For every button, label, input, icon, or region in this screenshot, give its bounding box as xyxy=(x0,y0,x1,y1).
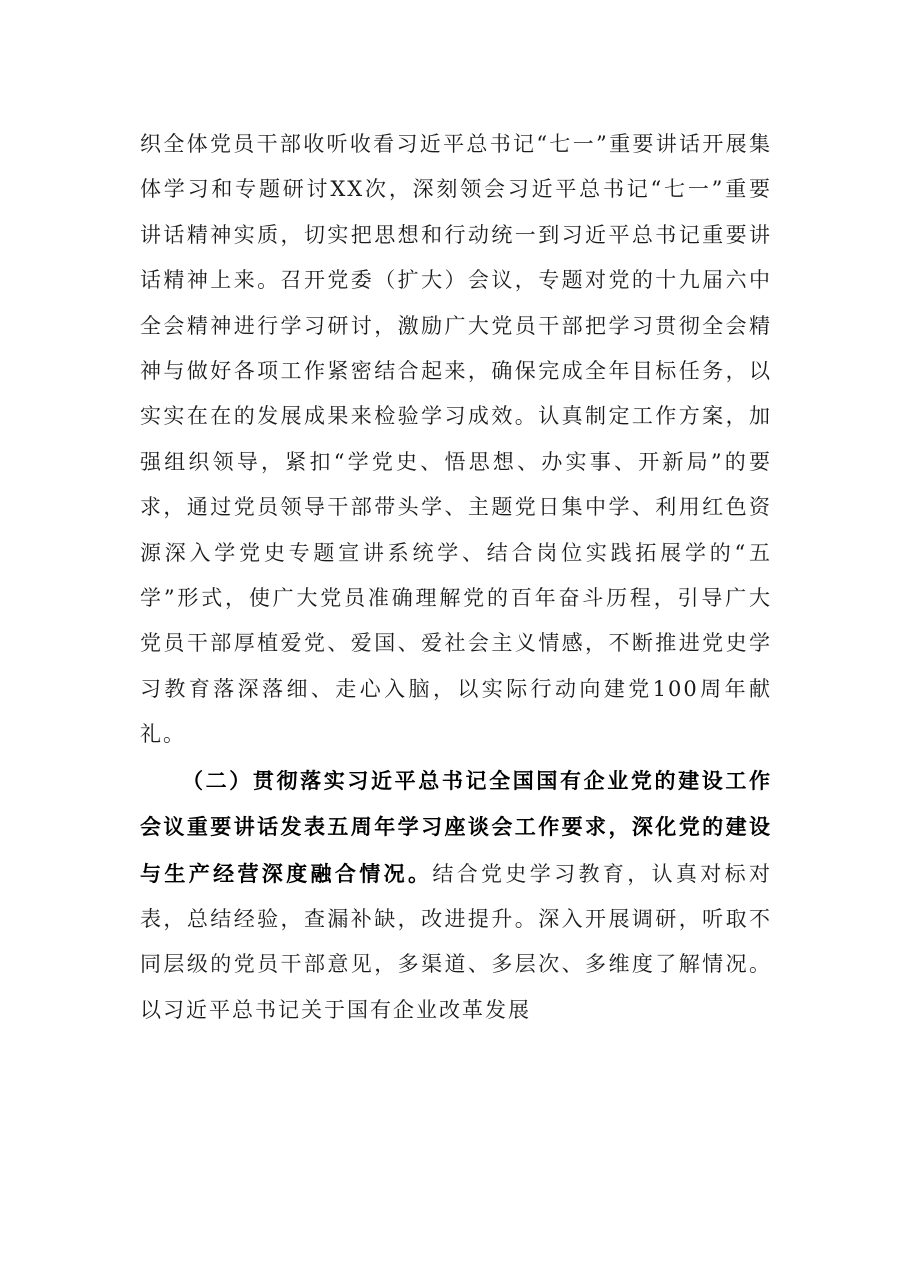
paragraph-section-two xyxy=(140,758,772,1033)
section-body-text: 结合党史学习教育，认真对标对表，总结经验，查漏补缺，改进提升。深入开展调研，听取不同层级的党员干部意见，多渠道、多层次、多维度了解情况。以习近平总书记关于国有企业改革发展 xyxy=(140,861,773,1022)
section-heading: （二）贯彻落实习近平总书记全国国有企业党的建设工作会议重要讲话发表五周年学习座谈会工作要求，深化党的建设与生产经营深度融合情况。 xyxy=(140,767,772,886)
paragraph-continuation: 织全体党员干部收听收看习近平总书记“七一”重要讲话开展集体学习和专题研讨XX次，深刻领会习近平总书记“七一”重要讲话精神实质，切实把思想和行动统一到习近平总书记重要讲话精神上来。召开党委（扩大）会议，专题对党的十九届六中全会精神进行学习研讨，激励广大党员干部把学习贯彻全会精神与做好各项工作紧密结合起来，确保完成全年目标任务，以实实在在的发展成果来检验学习成效。认真制定工作方案，加强组织领导，紧扣“学党史、悟思想、办实事、开新局”的要求，通过党员领导干部带头学、主题党日集中学、利用红色资源深入学党史专题宣讲系统学、结合岗位实践拓展学的“五学”形式，使广大党员准确理解党的百年奋斗历程，引导广大党员干部厚植爱党、爱国、爱社会主义情感，不断推进党史学习教育落深落细、走心入脑，以实际行动向建党100周年献礼。 xyxy=(140,132,772,747)
document-body xyxy=(140,122,772,1033)
